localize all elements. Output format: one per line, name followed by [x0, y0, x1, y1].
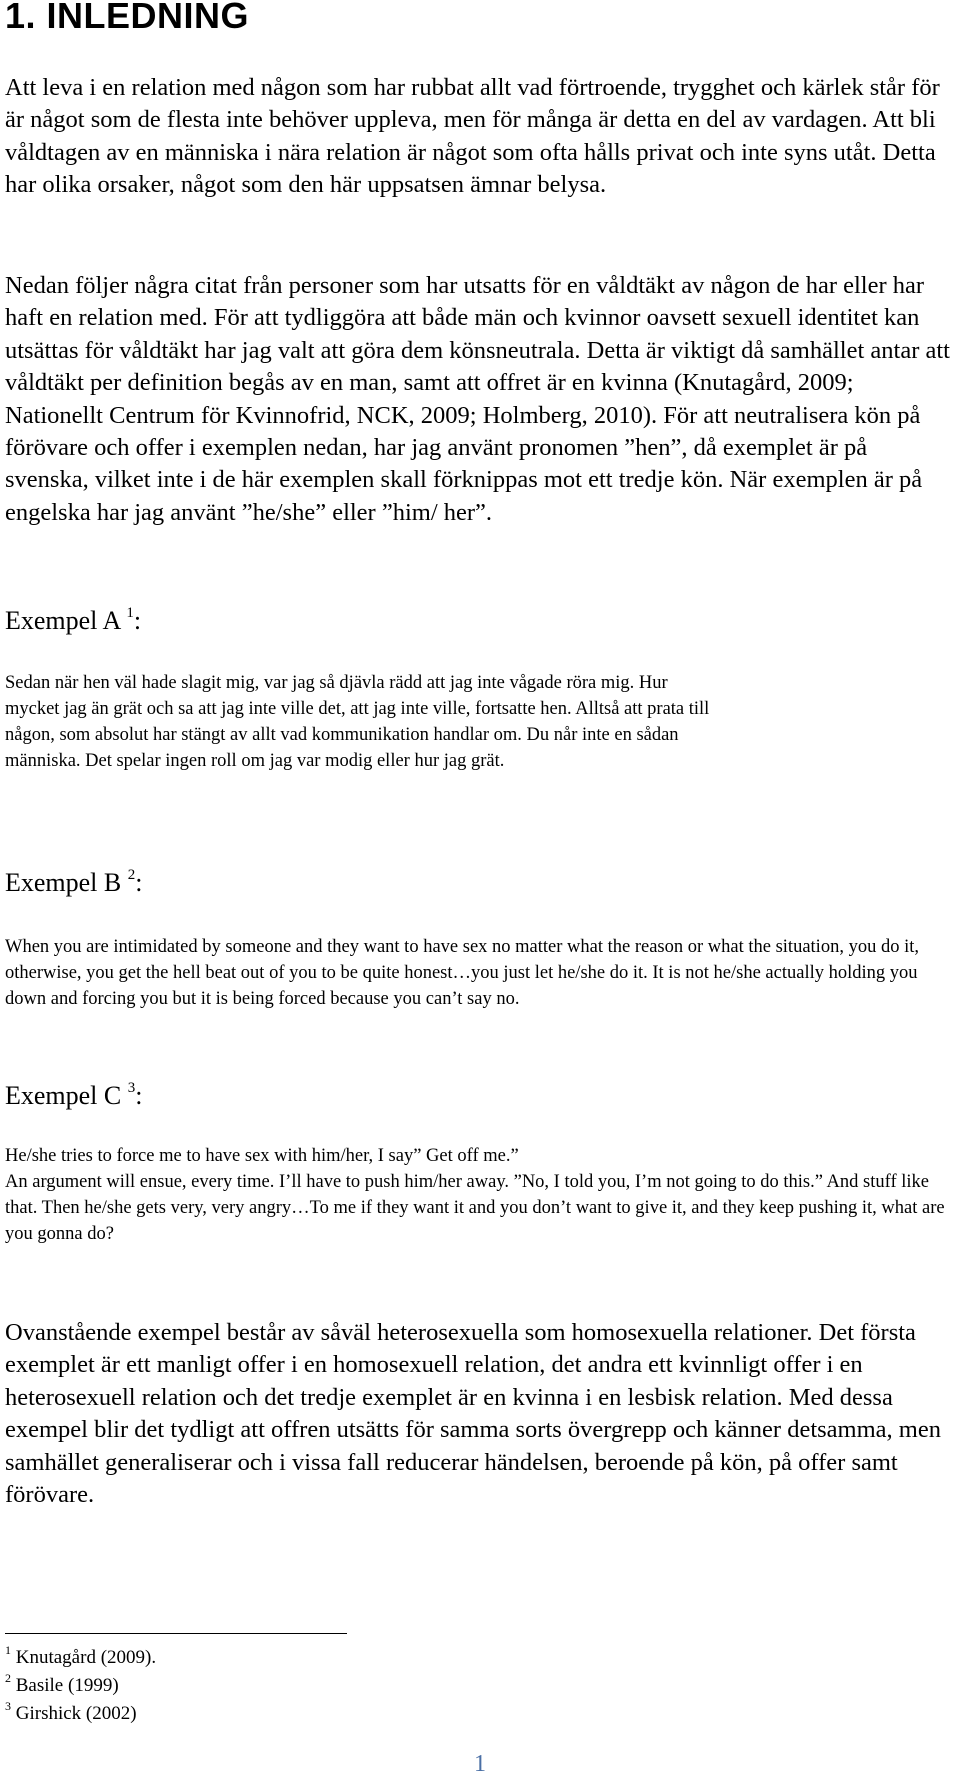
- footnote-1: [5, 1645, 156, 1671]
- footnote-2: [5, 1673, 119, 1699]
- example-a-title: Exempel A: [5, 606, 120, 635]
- footnote-ref-3[interactable]: 3: [127, 1080, 136, 1096]
- footnote-2-number: 2: [5, 1671, 11, 1685]
- page-number: 1: [474, 1751, 486, 1777]
- footnote-ref-1[interactable]: 1: [126, 605, 134, 621]
- example-a-colon: :: [133, 606, 142, 635]
- example-c-colon: :: [135, 1081, 143, 1110]
- footnote-ref-2[interactable]: 2: [127, 867, 136, 883]
- footnote-3-text: Girshick (2002): [15, 1703, 137, 1724]
- example-b-title: Exempel B: [5, 868, 122, 897]
- footnote-separator: [5, 1633, 347, 1634]
- intro-paragraph: Att leva i en relation med någon som har rubbat allt vad förtroende, trygghet och kärlek står för är något som de flesta inte behöver uppleva, men för många är detta en del av vardagen. Att bli våldtagen av en människa i nära relation är något som ofta hålls privat och inte syns utåt. Detta har olika orsaker, något som den här uppsatsen ämnar belysa.: [5, 74, 940, 199]
- footnote-1-text: Knutagård (2009).: [15, 1647, 157, 1668]
- example-c-quote-line1: He/she tries to force me to have sex with him/her, I say” Get off me.”: [5, 1146, 519, 1166]
- example-c-title: Exempel C: [5, 1081, 122, 1110]
- footnote-2-text: Basile (1999): [15, 1675, 119, 1696]
- example-b-label: [5, 867, 143, 899]
- quotes-intro-paragraph: Nedan följer några citat från personer som har utsatts för en våldtäkt av någon de har eller har haft en relation med. För att tydliggöra att både män och kvinnor oavsett sexuell identitet kan utsättas för våldtäkt har jag valt att göra dem könsneutrala. Detta är viktigt då samhället antar att våldtäkt per definition begås av en man, samt att offret är en kvinna (Knutagård, 2009; Nationellt Centrum för Kvinnofrid, NCK, 2009; Holmberg, 2010). För att neutralisera kön på förövare och offer i exemplen nedan, har jag använt pronomen ”hen”, då exemplet är på svenska, vilket inte i de här exemplen skall förknippas mot ett tredje kön. När exemplen är på engelska har jag använt ”he/she” eller ”him/ her”.: [5, 272, 950, 526]
- example-b-colon: :: [135, 868, 143, 897]
- example-a-quote: Sedan när hen väl hade slagit mig, var jag så djävla rädd att jag inte vågade röra mig. Hur mycket jag än grät och sa att jag inte ville det, att jag inte ville, fortsatte hen. Alltså att prata till någon, som absolut har stängt av allt vad kommunikation handlar om. Du når inte en sådan människa. Det spelar ingen roll om jag var modig eller hur jag grät.: [5, 673, 710, 771]
- example-c-quote-rest: An argument will ensue, every time. I’ll have to push him/her away. ”No, I told you, I’m not going to do this.” And stuff like that. Then he/she gets very, very angry…To me if they want it and you don’t want to give it, and they keep pushing it, what are you gonna do?: [5, 1172, 945, 1244]
- footnote-3-number: 3: [5, 1699, 11, 1713]
- example-c-label: [5, 1080, 143, 1112]
- example-a-label: [5, 605, 141, 637]
- chapter-heading: 1. INLEDNING: [5, 0, 250, 36]
- example-b-quote: When you are intimidated by someone and they want to have sex no matter what the reason or what the situation, you do it, otherwise, you get the hell beat out of you to be quite honest…you just let he/she do it. It is not he/she actually holding you down and forcing you but it is being forced because you can’t say no.: [5, 937, 919, 1009]
- footnote-3: [5, 1701, 137, 1727]
- example-c-quote: [5, 1143, 955, 1247]
- summary-paragraph: Ovanstående exempel består av såväl heterosexuella som homosexuella relationer. Det första exemplet är ett manligt offer i en homosexuell relation, det andra ett kvinnligt offer i en heterosexuell relation och det tredje exemplet är en kvinna i en lesbisk relation. Med dessa exempel blir det tydligt att offren utsätts för samma sorts övergrepp och känner detsamma, men samhället generaliserar och i vissa fall reducerar händelsen, beroende på kön, på offer samt förövare.: [5, 1319, 941, 1509]
- footnote-1-number: 1: [5, 1643, 11, 1657]
